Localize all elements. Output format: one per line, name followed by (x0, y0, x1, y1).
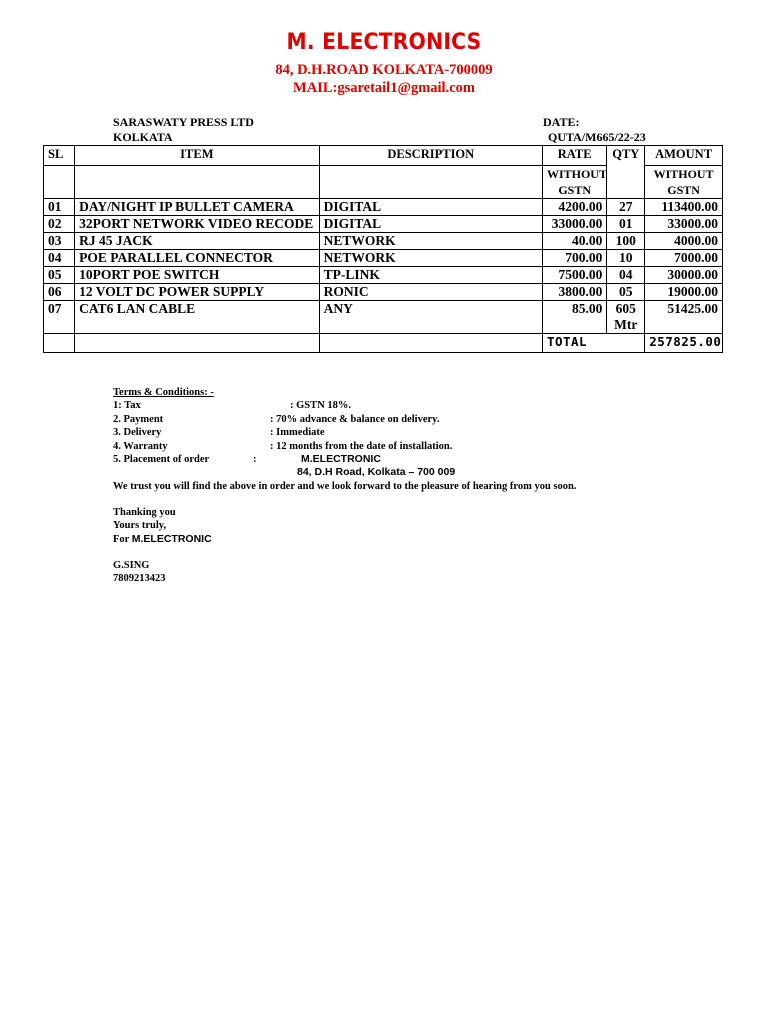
quotation-table (43, 145, 723, 353)
term-value: : Immediate (270, 427, 325, 439)
row-amount: 33000.00 (645, 216, 723, 233)
row-amount: 19000.00 (645, 284, 723, 301)
customer-name: SARASWATY PRESS LTD (113, 115, 254, 129)
terms-title: Terms & Conditions: - (113, 387, 214, 398)
header-sl: SL (44, 146, 75, 166)
term-label: 2. Payment (113, 413, 164, 425)
row-description: DIGITAL (319, 199, 542, 216)
row-description: ANY (319, 301, 542, 334)
row-rate: 4200.00 (542, 199, 606, 216)
row-rate: 700.00 (542, 250, 606, 267)
row-description: TP-LINK (319, 267, 542, 284)
term-value: : 70% advance & balance on delivery. (270, 413, 440, 425)
row-rate: 3800.00 (542, 284, 606, 301)
company-email: MAIL:gsaretail1@gmail.com (293, 80, 475, 96)
row-item: POE PARALLEL CONNECTOR (75, 250, 319, 267)
closing-for (113, 533, 212, 545)
for-name: M.ELECTRONIC (131, 533, 212, 545)
row-sl: 06 (44, 284, 75, 301)
row-description: NETWORK (319, 233, 542, 250)
term-label: 5. Placement of order (113, 453, 210, 465)
company-address: 84, D.H.ROAD KOLKATA-700009 (275, 62, 493, 78)
subheader-empty (319, 166, 542, 199)
signer-phone: 7809213423 (113, 573, 166, 584)
subheader-rate: WITHOUT GSTN (542, 166, 606, 199)
header-item: ITEM (75, 146, 319, 166)
row-amount: 30000.00 (645, 267, 723, 284)
header-description: DESCRIPTION (319, 146, 542, 166)
total-empty (319, 334, 542, 353)
row-item: 32PORT NETWORK VIDEO RECODE (75, 216, 319, 233)
total-empty (75, 334, 319, 353)
row-qty: 605 Mtr (607, 301, 645, 334)
row-description: NETWORK (319, 250, 542, 267)
header-amount: AMOUNT (645, 146, 723, 166)
row-sl: 03 (44, 233, 75, 250)
total-label: TOTAL (542, 334, 644, 353)
row-rate: 40.00 (542, 233, 606, 250)
placement-address: 84, D.H Road, Kolkata – 700 009 (297, 466, 456, 479)
row-qty: 05 (607, 284, 645, 301)
row-description: RONIC (319, 284, 542, 301)
total-empty (44, 334, 75, 353)
total-row (44, 334, 723, 353)
row-sl: 02 (44, 216, 75, 233)
row-amount: 7000.00 (645, 250, 723, 267)
table-row (44, 301, 723, 334)
table-row (44, 199, 723, 216)
closing-yours: Yours truly, (113, 520, 167, 531)
term-label: 3. Delivery (113, 427, 162, 439)
for-prefix: For (113, 534, 130, 545)
row-amount: 51425.00 (645, 301, 723, 334)
row-sl: 01 (44, 199, 75, 216)
row-amount: 113400.00 (645, 199, 723, 216)
closing-message: We trust you will find the above in order and we look forward to the pleasure of hearing from you soon. (113, 481, 577, 492)
date-label: DATE: (543, 115, 580, 129)
table-row (44, 284, 723, 301)
table-header-row (44, 146, 723, 166)
term-value: : GSTN 18%. (290, 400, 351, 412)
customer-city: KOLKATA (113, 130, 173, 144)
row-qty: 01 (607, 216, 645, 233)
quote-reference: QUTA/M665/22-23 (548, 130, 646, 144)
row-sl: 04 (44, 250, 75, 267)
row-item: DAY/NIGHT IP BULLET CAMERA (75, 199, 319, 216)
row-item: RJ 45 JACK (75, 233, 319, 250)
closing-thanks: Thanking you (113, 507, 176, 518)
placement-name: M.ELECTRONIC (301, 452, 381, 465)
subheader-empty (75, 166, 319, 199)
table-row (44, 250, 723, 267)
subheader-amount: WITHOUT GSTN (645, 166, 723, 199)
row-rate: 7500.00 (542, 267, 606, 284)
signer-name: G.SING (113, 560, 150, 571)
row-qty: 27 (607, 199, 645, 216)
term-label: 1: Tax (113, 400, 141, 412)
row-item: CAT6 LAN CABLE (75, 301, 319, 334)
row-item: 10PORT POE SWITCH (75, 267, 319, 284)
header-rate: RATE (542, 146, 606, 166)
table-row (44, 216, 723, 233)
total-value: 257825.00 (645, 334, 723, 353)
table-row (44, 233, 723, 250)
row-sl: 07 (44, 301, 75, 334)
company-name: M. ELECTRONICS (286, 30, 482, 55)
term-value: : (253, 453, 257, 465)
row-sl: 05 (44, 267, 75, 284)
row-qty: 100 (607, 233, 645, 250)
row-amount: 4000.00 (645, 233, 723, 250)
row-qty: 04 (607, 267, 645, 284)
row-qty: 10 (607, 250, 645, 267)
row-rate: 33000.00 (542, 216, 606, 233)
table-row (44, 267, 723, 284)
term-label: 4. Warranty (113, 440, 168, 452)
row-description: DIGITAL (319, 216, 542, 233)
header-qty: QTY (607, 146, 645, 199)
row-rate: 85.00 (542, 301, 606, 334)
subheader-empty (44, 166, 75, 199)
row-item: 12 VOLT DC POWER SUPPLY (75, 284, 319, 301)
term-value: : 12 months from the date of installation. (270, 440, 453, 452)
